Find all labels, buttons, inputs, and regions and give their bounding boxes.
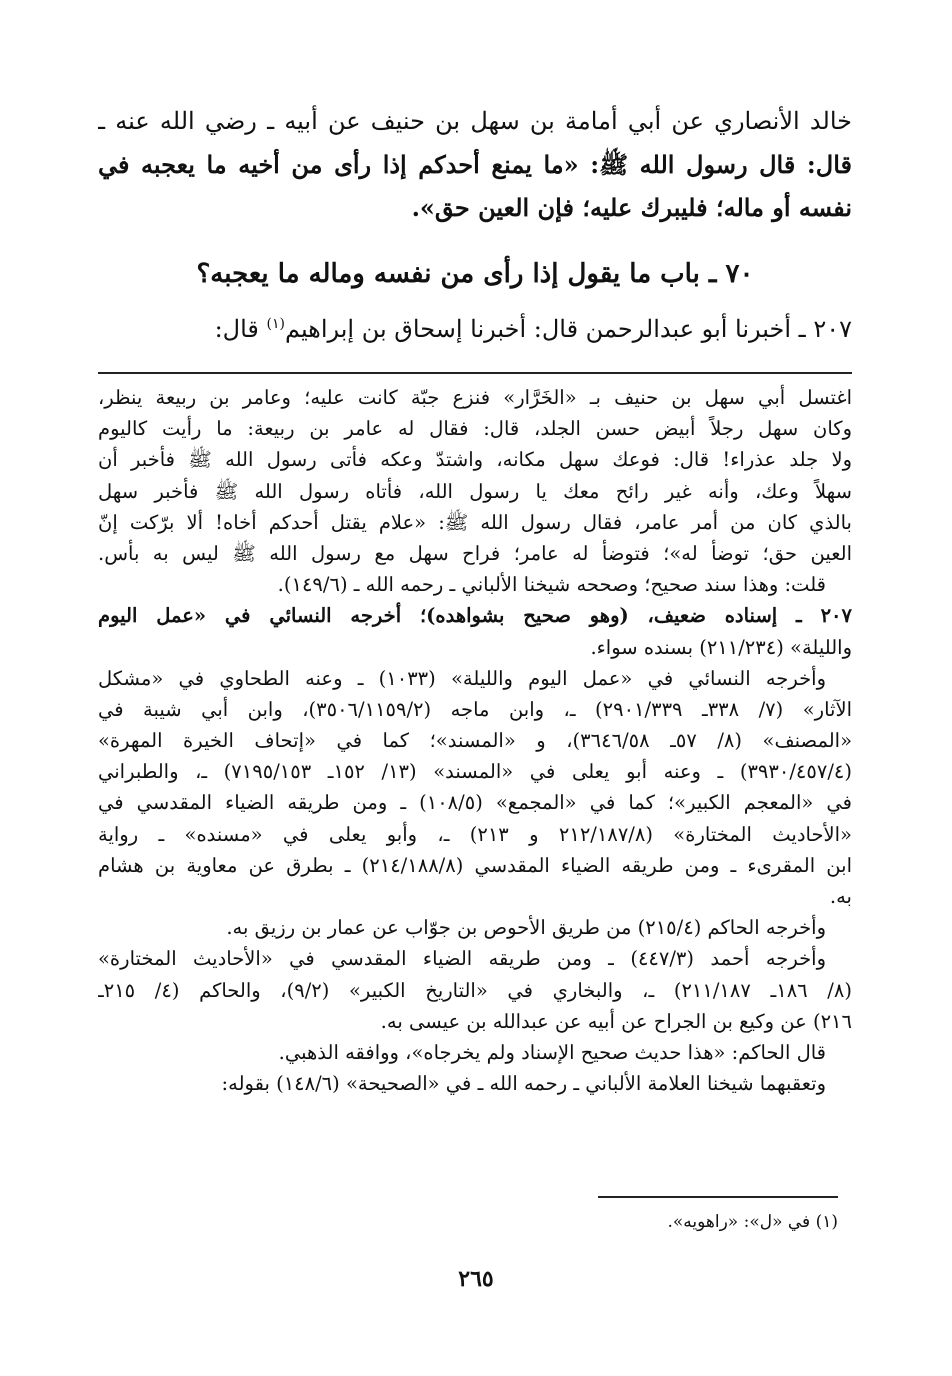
- note-line: الآثار» (٧/ ٣٣٨ـ ٢٩٠١/٣٣٩) ـ، وابن ماجه (٣٥٠٦/١١٥٩/٢)، وابن أبي شيبة في: [98, 697, 852, 721]
- note-line: (٨/ ١٨٦ـ ٢١١/١٨٧) ـ، والبخاري في «التاريخ الكبير» (٩/٢)، والحاكم (٤/ ٢١٥ـ: [98, 978, 852, 1002]
- main-line: نفسه أو ماله؛ فليبرك عليه؛ فإن العين حق».: [411, 193, 852, 222]
- note-line: العين حق؛ توضأ له»؛ فتوضأ له عامر؛ فراح سهل مع رسول الله ﷺ ليس به بأس.: [98, 541, 852, 565]
- note-line: «الأحاديث المختارة» (٢١٢/١٨٧/٨ و ٢١٣) ـ، وأبو يعلى في «مسنده» ـ رواية: [98, 822, 852, 846]
- hadith-tail: قال:: [214, 315, 267, 343]
- footnote-separator: [598, 1196, 838, 1198]
- note-line: به.: [829, 885, 852, 908]
- footnote: (١) في «ل»: «راهويه».: [667, 1212, 838, 1232]
- note-line: سهلاً وعك، وأنه غير رائح معك يا رسول الله، فأتاه رسول الله ﷺ فأخبر سهل: [98, 479, 852, 503]
- note-line: وأخرجه أحمد (٤٤٧/٣) ـ ومن طريقه الضياء المقدسي في «الأحاديث المختارة»: [98, 947, 826, 971]
- hadith-text: ٢٠٧ ـ أخبرنا أبو عبدالرحمن قال: أخبرنا إسحاق بن إبراهيم: [284, 315, 852, 343]
- note-line: في «المعجم الكبير»؛ كما في «المجمع» (١٠٨/٥) ـ ومن طريقه الضياء المقدسي في: [98, 791, 852, 815]
- note-line: اغتسل أبي سهل بن حنيف بـ «الخَرَّار» فنزع جبّة كانت عليه؛ وعامر بن ربيعة ينظر،: [98, 386, 852, 409]
- main-text: [98, 100, 852, 229]
- note-line: وتعقبهما شيخنا العلامة الألباني ـ رحمه الله ـ في «الصحيحة» (١٤٨/٦) بقوله:: [221, 1072, 826, 1096]
- note-line: ولا جلد عذراء! قال: فوعك سهل مكانه، واشتدّ وعكه فأتى رسول الله ﷺ فأخبر أن: [98, 448, 852, 472]
- note-line: وكان سهل رجلاً أبيض حسن الجلد، قال: فقال له عامر بن ربيعة: ما رأيت كاليوم: [98, 417, 852, 441]
- chapter-heading: ٧٠ ـ باب ما يقول إذا رأى من نفسه وماله ما يعجبه؟: [196, 259, 754, 289]
- note-line: والليلة» (٢١١/٢٣٤) بسنده سواء.: [590, 635, 852, 659]
- note-line: «المصنف» (٨/ ٥٧ـ ٣٦٤٦/٥٨)، و «المسند»؛ كما في «إتحاف الخيرة المهرة»: [98, 729, 852, 753]
- note-line: وأخرجه الحاكم (٢١٥/٤) من طريق الأحوص بن جوّاب عن عمار بن رزيق به.: [226, 916, 826, 940]
- note-line: ٢١٦) عن وكيع بن الجراح عن أبيه عن عبدالله بن عيسى به.: [380, 1009, 852, 1033]
- note-line: ابن المقرىء ـ ومن طريقه الضياء المقدسي (٢١٤/١٨٨/٨) ـ بطرق عن معاوية بن هشام: [98, 853, 852, 877]
- main-line: خالد الأنصاري عن أبي أمامة بن سهل بن حنيف عن أبيه ـ رضي الله عنه ـ: [98, 107, 852, 135]
- notes-separator: [98, 372, 852, 374]
- note-line: بالذي كان من أمر عامر، فقال رسول الله ﷺ: «علام يقتل أحدكم أخاه! ألا برّكت إنّ: [98, 510, 852, 534]
- note-line: وأخرجه النسائي في «عمل اليوم والليلة» (١٠٣٣) ـ وعنه الطحاوي في «مشكل: [98, 666, 827, 690]
- note-line: قال الحاكم: «هذا حديث صحيح الإسناد ولم يخرجاه»، ووافقه الذهبي.: [278, 1040, 826, 1064]
- note-line: (٣٩٣٠/٤٥٧/٤) ـ وعنه أبو يعلى في «المسند» (١٣/ ١٥٢ـ ٧١٩٥/١٥٣) ـ، والطبراني: [98, 760, 852, 784]
- page-number: ٢٦٥: [458, 1266, 494, 1292]
- footnote-ref: (١): [266, 316, 285, 332]
- note-line: قلت: وهذا سند صحيح؛ وصححه شيخنا الألباني ـ رحمه الله ـ (١٤٩/٦).: [277, 573, 826, 597]
- hadith-opening: [98, 304, 852, 349]
- commentary-notes: [98, 382, 852, 1099]
- note-line: ٢٠٧ ـ إسناده ضعيف، (وهو صحيح بشواهده)؛ أخرجه النسائي في «عمل اليوم: [98, 604, 852, 628]
- main-line: قال: قال رسول الله ﷺ: «ما يمنع أحدكم إذا رأى من أخيه ما يعجبه في: [98, 150, 852, 179]
